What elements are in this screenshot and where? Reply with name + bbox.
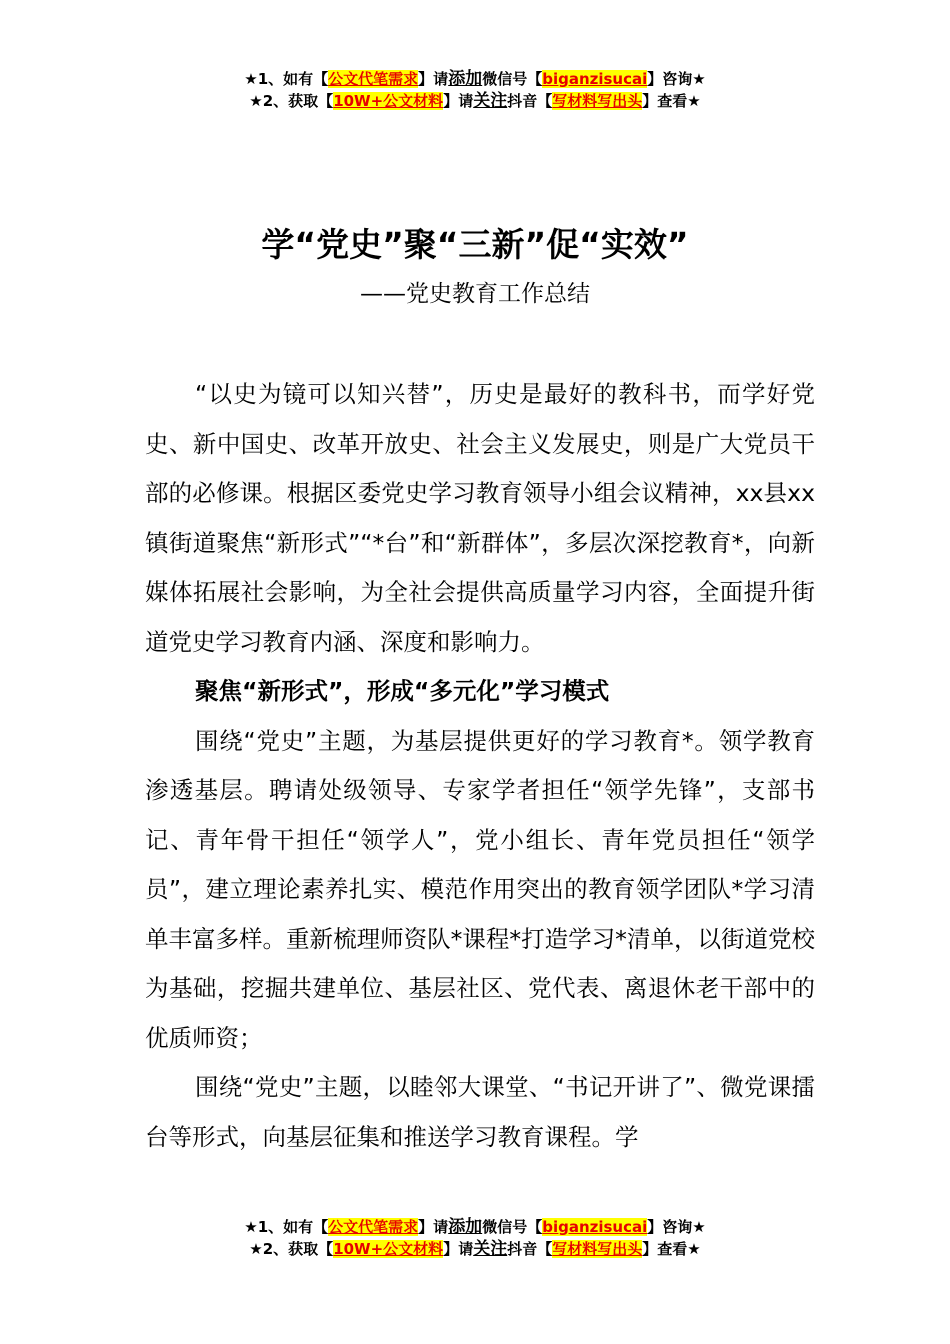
header-banner	[0, 68, 950, 112]
banner-highlight: 公文代笔需求	[328, 1218, 419, 1236]
banner-highlight: 写材料写出头	[552, 92, 643, 110]
banner-highlight: 写材料写出头	[552, 1240, 643, 1258]
banner-text: 】咨询★	[647, 1218, 706, 1236]
banner-text: 】查看★	[642, 1240, 701, 1258]
banner-text: 】请	[443, 1240, 474, 1258]
banner-text: ★1、如有【	[244, 1218, 329, 1236]
banner-text: 微信号【	[482, 1218, 543, 1236]
document-body	[145, 370, 815, 1162]
banner-line-2	[0, 90, 950, 112]
section-heading: 聚焦“新形式”，形成“多元化”学习模式	[195, 677, 610, 705]
banner-emphasis: 添加	[448, 1217, 483, 1237]
banner-emphasis: 关注	[473, 91, 508, 111]
body-paragraph: 围绕“党史”主题，为基层提供更好的学习教育*。领学教育渗透基层。聘请处级领导、专家学者担任“领学先锋”，支部书记、青年骨干担任“领学人”，党小组长、青年党员担任“领学员”，建立理论素养扎实、模范作用突出的教育领学团队*学习清单丰富多样。重新梳理师资队*课程*打造学习*清单，以街道党校为基础，挖掘共建单位、基层社区、党代表、离退休老干部中的优质师资；	[145, 726, 815, 1052]
banner-text: 抖音【	[507, 92, 553, 110]
banner-line-1	[0, 1216, 950, 1238]
body-paragraph: “以史为镜可以知兴替”，历史是最好的教科书，而学好党史、新中国史、改革开放史、社会主义发展史，则是广大党员干部的必修课。根据区委党史学习教育领导小组会议精神，xx县xx镇街道聚焦“新形式”“*台”和“新群体”，多层次深挖教育*，向新媒体拓展社会影响，为全社会提供高质量学习内容，全面提升街道党史学习教育内涵、深度和影响力。	[145, 380, 815, 656]
banner-highlight: biganzisucai	[542, 1218, 648, 1236]
banner-line-1	[0, 68, 950, 90]
banner-text: ★1、如有【	[244, 70, 329, 88]
banner-text: 】请	[418, 70, 449, 88]
banner-emphasis: 关注	[473, 1239, 508, 1259]
banner-text: 】咨询★	[647, 70, 706, 88]
banner-line-2	[0, 1238, 950, 1260]
banner-text: ★2、获取【	[249, 92, 334, 110]
banner-text: 】请	[418, 1218, 449, 1236]
banner-highlight: 10W+公文材料	[333, 92, 444, 110]
footer-banner	[0, 1216, 950, 1260]
banner-text: 抖音【	[507, 1240, 553, 1258]
banner-text: 微信号【	[482, 70, 543, 88]
banner-highlight: 公文代笔需求	[328, 70, 419, 88]
banner-text: ★2、获取【	[249, 1240, 334, 1258]
document-subtitle: ——党史教育工作总结	[360, 281, 590, 307]
banner-emphasis: 添加	[448, 69, 483, 89]
body-paragraph: 围绕“党史”主题，以睦邻大课堂、“书记开讲了”、微党课擂台等形式，向基层征集和推送学习教育课程。学	[145, 1073, 815, 1151]
document-title: 学“党史”聚“三新”促“实效”	[261, 225, 689, 264]
banner-text: 】查看★	[642, 92, 701, 110]
banner-highlight: biganzisucai	[542, 70, 648, 88]
banner-highlight: 10W+公文材料	[333, 1240, 444, 1258]
banner-text: 】请	[443, 92, 474, 110]
